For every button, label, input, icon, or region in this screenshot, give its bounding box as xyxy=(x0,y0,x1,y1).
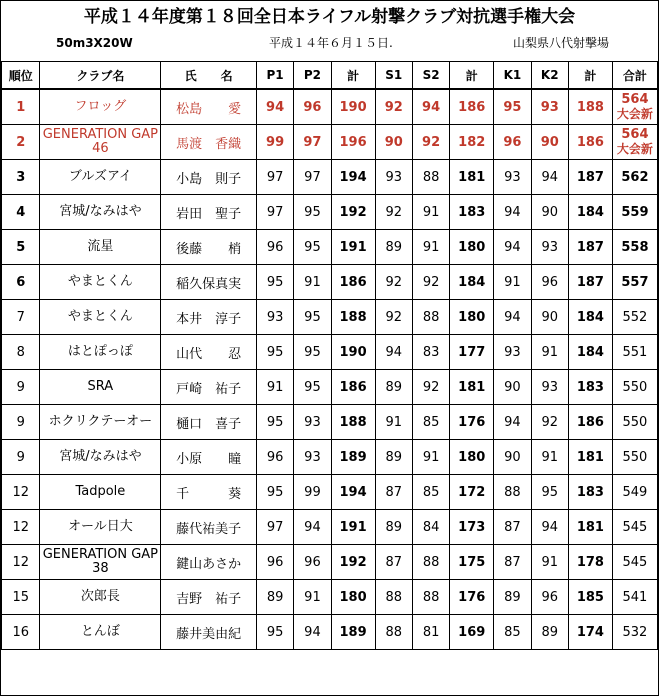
record-badge: 大会新 xyxy=(616,107,653,121)
p-sum-cell: 188 xyxy=(331,300,375,335)
k-sum-cell: 184 xyxy=(568,335,612,370)
s2-cell: 81 xyxy=(412,615,449,650)
k2-cell: 95 xyxy=(531,475,568,510)
k-sum-cell: 178 xyxy=(568,545,612,580)
p1-cell: 94 xyxy=(256,89,293,125)
total-score: 541 xyxy=(622,589,648,605)
total-score: 545 xyxy=(622,519,648,535)
s1-cell: 93 xyxy=(375,160,412,195)
club-cell: やまとくん xyxy=(40,265,161,300)
total-cell xyxy=(612,160,657,195)
table-row xyxy=(2,195,658,230)
s1-cell: 94 xyxy=(375,335,412,370)
event-date: 平成１４年６月１５日. xyxy=(269,36,393,50)
k2-cell: 90 xyxy=(531,195,568,230)
club-cell: 宮城/なみはや xyxy=(40,195,161,230)
k-sum-cell: 181 xyxy=(568,440,612,475)
s1-cell: 90 xyxy=(375,125,412,160)
shooter-name-cell: 小島 則子 xyxy=(161,160,257,195)
p2-cell: 96 xyxy=(294,89,331,125)
k2-cell: 89 xyxy=(531,615,568,650)
p1-cell: 95 xyxy=(256,335,293,370)
k2-cell: 92 xyxy=(531,405,568,440)
p1-cell: 95 xyxy=(256,405,293,440)
header-p1: P1 xyxy=(256,62,293,90)
s-sum-cell: 181 xyxy=(450,370,494,405)
k1-cell: 91 xyxy=(494,265,531,300)
total-score: 545 xyxy=(622,554,648,570)
k1-cell: 93 xyxy=(494,160,531,195)
k1-cell: 94 xyxy=(494,300,531,335)
s-sum-cell: 184 xyxy=(450,265,494,300)
results-body xyxy=(2,89,658,650)
shooter-name-cell: 樋口 喜子 xyxy=(161,405,257,440)
club-cell: Tadpole xyxy=(40,475,161,510)
rank-cell: 1 xyxy=(2,89,40,125)
total-score: 558 xyxy=(621,239,649,255)
p2-cell: 97 xyxy=(294,125,331,160)
total-cell xyxy=(612,300,657,335)
s-sum-cell: 180 xyxy=(450,230,494,265)
total-score: 550 xyxy=(622,449,648,465)
k2-cell: 96 xyxy=(531,580,568,615)
s2-cell: 91 xyxy=(412,230,449,265)
k-sum-cell: 185 xyxy=(568,580,612,615)
k-sum-cell: 186 xyxy=(568,405,612,440)
k2-cell: 90 xyxy=(531,125,568,160)
k1-cell: 93 xyxy=(494,335,531,370)
header-s1: S1 xyxy=(375,62,412,90)
s2-cell: 85 xyxy=(412,405,449,440)
club-cell: 流星 xyxy=(40,230,161,265)
rank-cell: 3 xyxy=(2,160,40,195)
event-venue: 山梨県八代射撃場 xyxy=(513,36,610,50)
rank-cell: 9 xyxy=(2,440,40,475)
header-total: 合計 xyxy=(612,62,657,90)
p-sum-cell: 188 xyxy=(331,405,375,440)
p2-cell: 94 xyxy=(294,510,331,545)
club-cell: GENERATION GAP 38 xyxy=(40,545,161,580)
p2-cell: 93 xyxy=(294,405,331,440)
record-badge: 大会新 xyxy=(616,142,653,156)
s1-cell: 88 xyxy=(375,615,412,650)
shooter-name-cell: 藤代祐美子 xyxy=(161,510,257,545)
s2-cell: 92 xyxy=(412,265,449,300)
k-sum-cell: 174 xyxy=(568,615,612,650)
p-sum-cell: 192 xyxy=(331,195,375,230)
rank-cell: 9 xyxy=(2,405,40,440)
total-cell xyxy=(612,440,657,475)
p1-cell: 99 xyxy=(256,125,293,160)
table-row xyxy=(2,89,658,125)
p-sum-cell: 180 xyxy=(331,580,375,615)
s-sum-cell: 172 xyxy=(450,475,494,510)
club-cell: とんぼ xyxy=(40,615,161,650)
p1-cell: 96 xyxy=(256,545,293,580)
k2-cell: 96 xyxy=(531,265,568,300)
p-sum-cell: 190 xyxy=(331,89,375,125)
p-sum-cell: 192 xyxy=(331,545,375,580)
header-k1: K1 xyxy=(494,62,531,90)
k2-cell: 90 xyxy=(531,300,568,335)
p2-cell: 95 xyxy=(294,195,331,230)
rank-cell: 12 xyxy=(2,510,40,545)
p2-cell: 95 xyxy=(294,370,331,405)
table-row xyxy=(2,475,658,510)
p1-cell: 97 xyxy=(256,160,293,195)
s1-cell: 89 xyxy=(375,230,412,265)
p1-cell: 97 xyxy=(256,195,293,230)
k-sum-cell: 186 xyxy=(568,125,612,160)
table-row xyxy=(2,300,658,335)
p-sum-cell: 186 xyxy=(331,265,375,300)
shooter-name-cell: 後藤 梢 xyxy=(161,230,257,265)
k2-cell: 91 xyxy=(531,545,568,580)
s1-cell: 92 xyxy=(375,300,412,335)
s2-cell: 91 xyxy=(412,440,449,475)
rank-cell: 7 xyxy=(2,300,40,335)
k2-cell: 93 xyxy=(531,230,568,265)
rank-cell: 9 xyxy=(2,370,40,405)
p2-cell: 94 xyxy=(294,615,331,650)
total-score: 559 xyxy=(621,204,649,220)
k-sum-cell: 183 xyxy=(568,475,612,510)
s-sum-cell: 173 xyxy=(450,510,494,545)
table-row xyxy=(2,440,658,475)
table-row xyxy=(2,615,658,650)
s1-cell: 87 xyxy=(375,475,412,510)
p-sum-cell: 191 xyxy=(331,230,375,265)
table-row xyxy=(2,265,658,300)
k-sum-cell: 187 xyxy=(568,265,612,300)
shooter-name-cell: 吉野 祐子 xyxy=(161,580,257,615)
total-score: 550 xyxy=(622,414,648,430)
k-sum-cell: 181 xyxy=(568,510,612,545)
shooter-name-cell: 岩田 聖子 xyxy=(161,195,257,230)
k2-cell: 91 xyxy=(531,440,568,475)
s2-cell: 92 xyxy=(412,370,449,405)
p-sum-cell: 189 xyxy=(331,615,375,650)
p1-cell: 96 xyxy=(256,230,293,265)
p1-cell: 95 xyxy=(256,475,293,510)
k-sum-cell: 184 xyxy=(568,195,612,230)
k1-cell: 95 xyxy=(494,89,531,125)
table-row xyxy=(2,370,658,405)
shooter-name-cell: 戸崎 祐子 xyxy=(161,370,257,405)
p-sum-cell: 196 xyxy=(331,125,375,160)
p1-cell: 93 xyxy=(256,300,293,335)
s-sum-cell: 176 xyxy=(450,405,494,440)
shooter-name-cell: 稲久保真実 xyxy=(161,265,257,300)
p2-cell: 99 xyxy=(294,475,331,510)
k1-cell: 90 xyxy=(494,370,531,405)
header-club: クラブ名 xyxy=(40,62,161,90)
s1-cell: 92 xyxy=(375,89,412,125)
k1-cell: 88 xyxy=(494,475,531,510)
p1-cell: 97 xyxy=(256,510,293,545)
k2-cell: 93 xyxy=(531,89,568,125)
rank-cell: 12 xyxy=(2,545,40,580)
table-row xyxy=(2,580,658,615)
header-k-sum: 計 xyxy=(568,62,612,90)
shooter-name-cell: 松島 愛 xyxy=(161,89,257,125)
club-cell: オール日大 xyxy=(40,510,161,545)
s-sum-cell: 186 xyxy=(450,89,494,125)
p-sum-cell: 191 xyxy=(331,510,375,545)
p1-cell: 91 xyxy=(256,370,293,405)
total-cell xyxy=(612,125,657,160)
k-sum-cell: 187 xyxy=(568,160,612,195)
s2-cell: 94 xyxy=(412,89,449,125)
club-cell: SRA xyxy=(40,370,161,405)
table-row xyxy=(2,160,658,195)
header-s2: S2 xyxy=(412,62,449,90)
table-row xyxy=(2,545,658,580)
p2-cell: 95 xyxy=(294,230,331,265)
s-sum-cell: 176 xyxy=(450,580,494,615)
s-sum-cell: 177 xyxy=(450,335,494,370)
club-cell: はとぽっぽ xyxy=(40,335,161,370)
p1-cell: 95 xyxy=(256,265,293,300)
s-sum-cell: 183 xyxy=(450,195,494,230)
total-cell xyxy=(612,195,657,230)
p2-cell: 93 xyxy=(294,440,331,475)
s1-cell: 89 xyxy=(375,370,412,405)
k1-cell: 94 xyxy=(494,230,531,265)
club-cell: ホクリクテーオー xyxy=(40,405,161,440)
s-sum-cell: 180 xyxy=(450,300,494,335)
rank-cell: 12 xyxy=(2,475,40,510)
club-cell: やまとくん xyxy=(40,300,161,335)
k2-cell: 94 xyxy=(531,510,568,545)
total-score: 562 xyxy=(621,169,649,185)
total-score: 532 xyxy=(622,624,648,640)
club-cell: フロッグ xyxy=(40,89,161,125)
total-cell xyxy=(612,405,657,440)
p1-cell: 89 xyxy=(256,580,293,615)
s2-cell: 88 xyxy=(412,160,449,195)
shooter-name-cell: 本井 淳子 xyxy=(161,300,257,335)
k-sum-cell: 183 xyxy=(568,370,612,405)
k2-cell: 93 xyxy=(531,370,568,405)
k1-cell: 90 xyxy=(494,440,531,475)
k-sum-cell: 187 xyxy=(568,230,612,265)
total-cell xyxy=(612,510,657,545)
total-cell xyxy=(612,89,657,125)
club-cell: 次郎長 xyxy=(40,580,161,615)
shooter-name-cell: 山代 忍 xyxy=(161,335,257,370)
table-row xyxy=(2,510,658,545)
s2-cell: 84 xyxy=(412,510,449,545)
club-cell: ブルズアイ xyxy=(40,160,161,195)
p-sum-cell: 194 xyxy=(331,475,375,510)
s1-cell: 92 xyxy=(375,265,412,300)
s-sum-cell: 180 xyxy=(450,440,494,475)
document-title: 平成１４年度第１８回全日本ライフル射撃クラブ対抗選手権大会 xyxy=(83,7,576,27)
p-sum-cell: 189 xyxy=(331,440,375,475)
p-sum-cell: 186 xyxy=(331,370,375,405)
s1-cell: 87 xyxy=(375,545,412,580)
total-score: 552 xyxy=(622,309,648,325)
total-cell xyxy=(612,580,657,615)
club-cell: GENERATION GAP 46 xyxy=(40,125,161,160)
header-p-sum: 計 xyxy=(331,62,375,90)
rank-cell: 16 xyxy=(2,615,40,650)
p2-cell: 96 xyxy=(294,545,331,580)
s-sum-cell: 169 xyxy=(450,615,494,650)
shooter-name-cell: 千 葵 xyxy=(161,475,257,510)
s2-cell: 88 xyxy=(412,545,449,580)
total-cell xyxy=(612,545,657,580)
results-table xyxy=(1,61,658,650)
total-cell xyxy=(612,230,657,265)
total-score: 564 xyxy=(621,127,649,142)
event-label: 50m3X20W xyxy=(56,36,133,50)
total-score: 551 xyxy=(622,344,648,360)
rank-cell: 5 xyxy=(2,230,40,265)
total-score: 564 xyxy=(621,92,649,107)
s-sum-cell: 181 xyxy=(450,160,494,195)
k1-cell: 87 xyxy=(494,510,531,545)
s1-cell: 91 xyxy=(375,405,412,440)
header-p2: P2 xyxy=(294,62,331,90)
table-row xyxy=(2,405,658,440)
s-sum-cell: 175 xyxy=(450,545,494,580)
p2-cell: 95 xyxy=(294,335,331,370)
header-rank: 順位 xyxy=(2,62,40,90)
total-cell xyxy=(612,615,657,650)
club-cell: 宮城/なみはや xyxy=(40,440,161,475)
shooter-name-cell: 藤井美由紀 xyxy=(161,615,257,650)
shooter-name-cell: 鍵山あさか xyxy=(161,545,257,580)
k1-cell: 89 xyxy=(494,580,531,615)
header-row xyxy=(2,62,658,90)
total-score: 557 xyxy=(621,274,649,290)
p2-cell: 97 xyxy=(294,160,331,195)
s1-cell: 92 xyxy=(375,195,412,230)
header-s-sum: 計 xyxy=(450,62,494,90)
k-sum-cell: 188 xyxy=(568,89,612,125)
total-cell xyxy=(612,335,657,370)
header-k2: K2 xyxy=(531,62,568,90)
p-sum-cell: 190 xyxy=(331,335,375,370)
s1-cell: 89 xyxy=(375,510,412,545)
total-score: 550 xyxy=(622,379,648,395)
total-cell xyxy=(612,370,657,405)
s2-cell: 91 xyxy=(412,195,449,230)
s2-cell: 92 xyxy=(412,125,449,160)
s2-cell: 83 xyxy=(412,335,449,370)
p1-cell: 96 xyxy=(256,440,293,475)
p2-cell: 91 xyxy=(294,265,331,300)
rank-cell: 15 xyxy=(2,580,40,615)
k-sum-cell: 184 xyxy=(568,300,612,335)
k2-cell: 94 xyxy=(531,160,568,195)
shooter-name-cell: 馬渡 香織 xyxy=(161,125,257,160)
k2-cell: 91 xyxy=(531,335,568,370)
s2-cell: 88 xyxy=(412,300,449,335)
header-name: 氏 名 xyxy=(161,62,257,90)
rank-cell: 2 xyxy=(2,125,40,160)
total-score: 549 xyxy=(622,484,648,500)
rank-cell: 6 xyxy=(2,265,40,300)
shooter-name-cell: 小原 瞳 xyxy=(161,440,257,475)
s2-cell: 85 xyxy=(412,475,449,510)
p1-cell: 95 xyxy=(256,615,293,650)
k1-cell: 94 xyxy=(494,195,531,230)
s1-cell: 88 xyxy=(375,580,412,615)
table-row xyxy=(2,125,658,160)
k1-cell: 87 xyxy=(494,545,531,580)
k1-cell: 96 xyxy=(494,125,531,160)
rank-cell: 4 xyxy=(2,195,40,230)
s2-cell: 88 xyxy=(412,580,449,615)
table-row xyxy=(2,335,658,370)
p2-cell: 91 xyxy=(294,580,331,615)
s-sum-cell: 182 xyxy=(450,125,494,160)
total-cell xyxy=(612,265,657,300)
rank-cell: 8 xyxy=(2,335,40,370)
p-sum-cell: 194 xyxy=(331,160,375,195)
k1-cell: 94 xyxy=(494,405,531,440)
p2-cell: 95 xyxy=(294,300,331,335)
total-cell xyxy=(612,475,657,510)
s1-cell: 89 xyxy=(375,440,412,475)
table-row xyxy=(2,230,658,265)
k1-cell: 85 xyxy=(494,615,531,650)
